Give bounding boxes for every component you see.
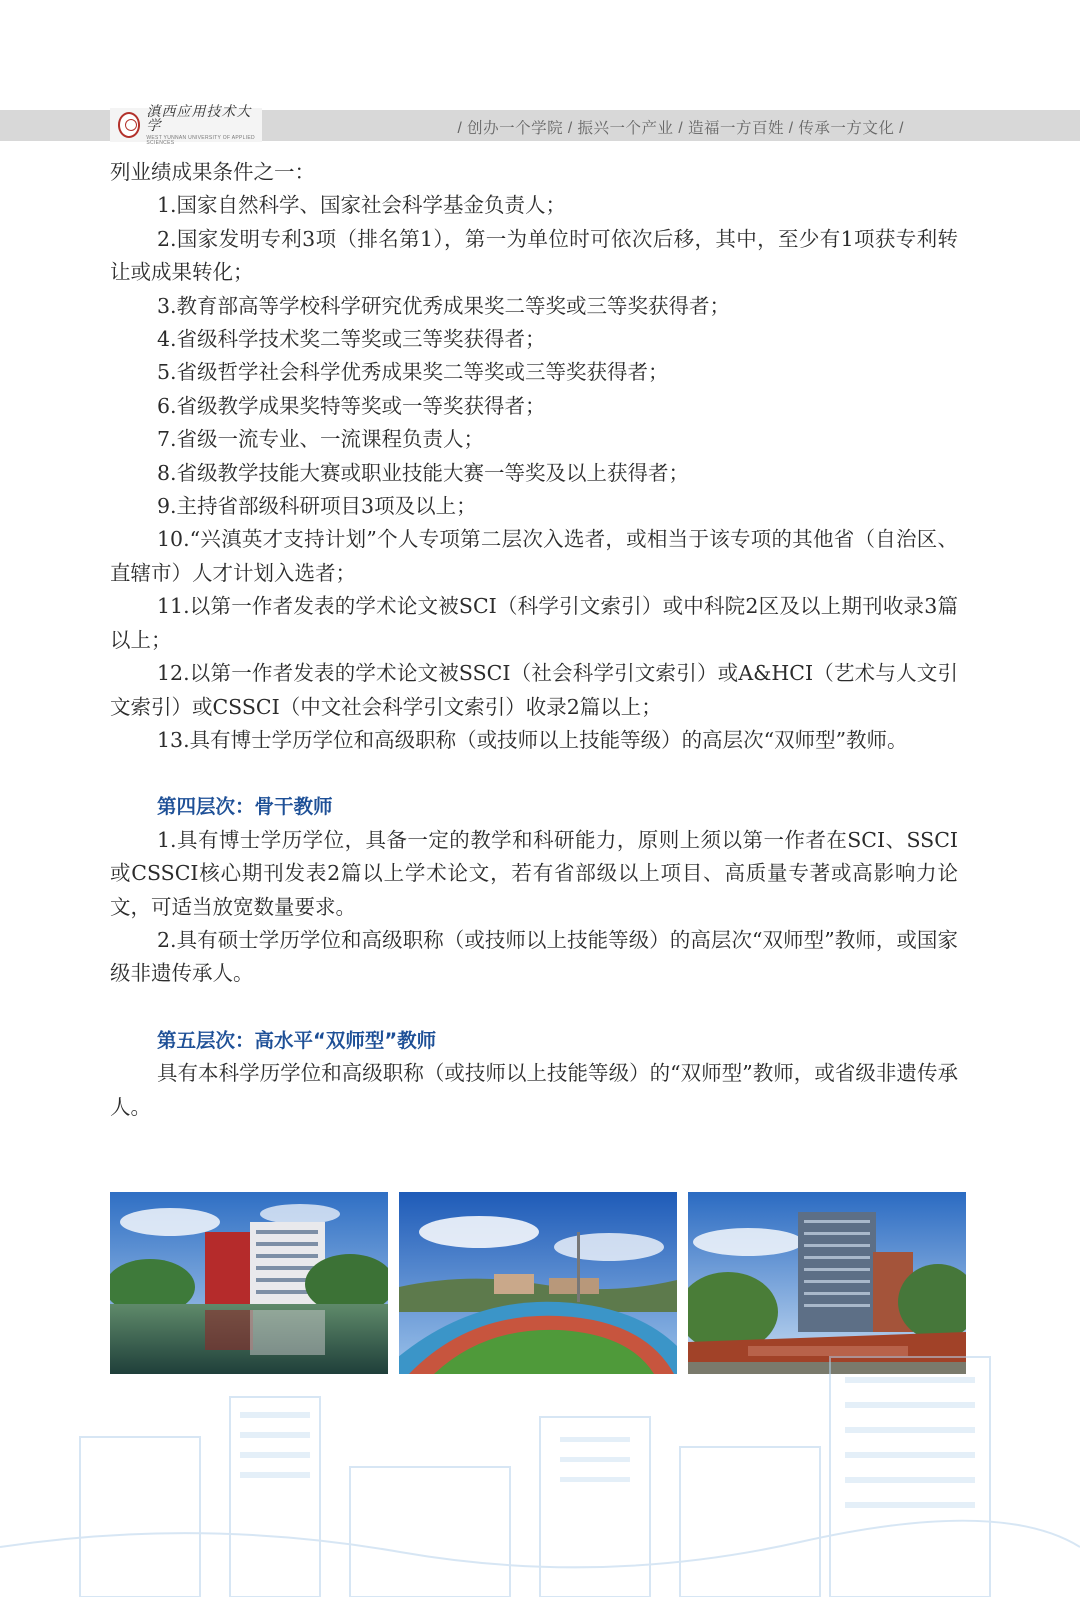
list-item: 1.国家自然科学、国家社会科学基金负责人； xyxy=(157,193,567,218)
list-item: 1.具有博士学历学位，具备一定的教学和科研能力，原则上须以第一作者在SCI、SSCI或CSSCI核心期刊发表2篇以上学术论文，若有省部级以上项目、高质量专著或高影响力论文，可适当放宽数量要求。 xyxy=(110,827,958,919)
list-item: 2.具有硕士学历学位和高级职称（或技师以上技能等级）的高层次“双师型”教师，或国家级非遗传承人。 xyxy=(110,927,958,986)
section-title-level4: 第四层次：骨干教师 xyxy=(157,795,333,819)
list-item: 2.国家发明专利3项（排名第1），第一为单位时可依次后移，其中，至少有1项获专利转让或成果转化； xyxy=(110,226,958,285)
list-item: 7.省级一流专业、一流课程负责人； xyxy=(157,427,485,452)
list-item: 4.省级科学技术奖二等奖或三等奖获得者； xyxy=(157,327,546,352)
section-title-level5: 第五层次：高水平“双师型”教师 xyxy=(157,1028,437,1052)
seal-icon xyxy=(118,112,140,138)
list-item: 3.教育部高等学校科学研究优秀成果奖二等奖或三等奖获得者； xyxy=(157,293,731,318)
intro-line: 列业绩成果条件之一： xyxy=(110,160,315,184)
list-item: 9.主持省部级科研项目3项及以上； xyxy=(157,494,477,519)
list-item: 10.“兴滇英才支持计划”个人专项第二层次入选者，或相当于该专项的其他省（自治区、直辖市）人才计划入选者； xyxy=(110,527,958,585)
university-logo xyxy=(110,103,262,146)
logo-text xyxy=(146,105,262,146)
header-slogan: / 创办一个学院 / 振兴一个产业 / 造福一方百姓 / 传承一方文化 / xyxy=(457,120,904,137)
list-item: 12.以第一作者发表的学术论文被SSCI（社会科学引文索引）或A&HCI（艺术与人文引文索引）或CSSCI（中文社会科学引文索引）收录2篇以上； xyxy=(110,661,958,719)
list-item: 13.具有博士学历学位和高级职称（或技师以上技能等级）的高层次“双师型”教师。 xyxy=(157,727,908,752)
list-item: 6.省级教学成果奖特等奖或一等奖获得者； xyxy=(157,393,546,418)
list-item: 8.省级教学技能大赛或职业技能大赛一等奖及以上获得者； xyxy=(157,460,690,485)
logo-cn: 滇西应用技术大学 xyxy=(146,103,252,134)
list-item: 5.省级哲学社会科学优秀成果奖二等奖或三等奖获得者； xyxy=(157,360,669,385)
document-body xyxy=(110,156,958,1124)
list-item: 具有本科学历学位和高级职称（或技师以上技能等级）的“双师型”教师，或省级非遗传承人。 xyxy=(110,1061,958,1119)
campus-watermark xyxy=(0,1317,1080,1597)
list-item: 11.以第一作者发表的学术论文被SCI（科学引文索引）或中科院2区及以上期刊收录3篇以上； xyxy=(110,594,958,652)
logo-en: WEST YUNNAN UNIVERSITY OF APPLIED SCIENCES xyxy=(146,134,255,146)
